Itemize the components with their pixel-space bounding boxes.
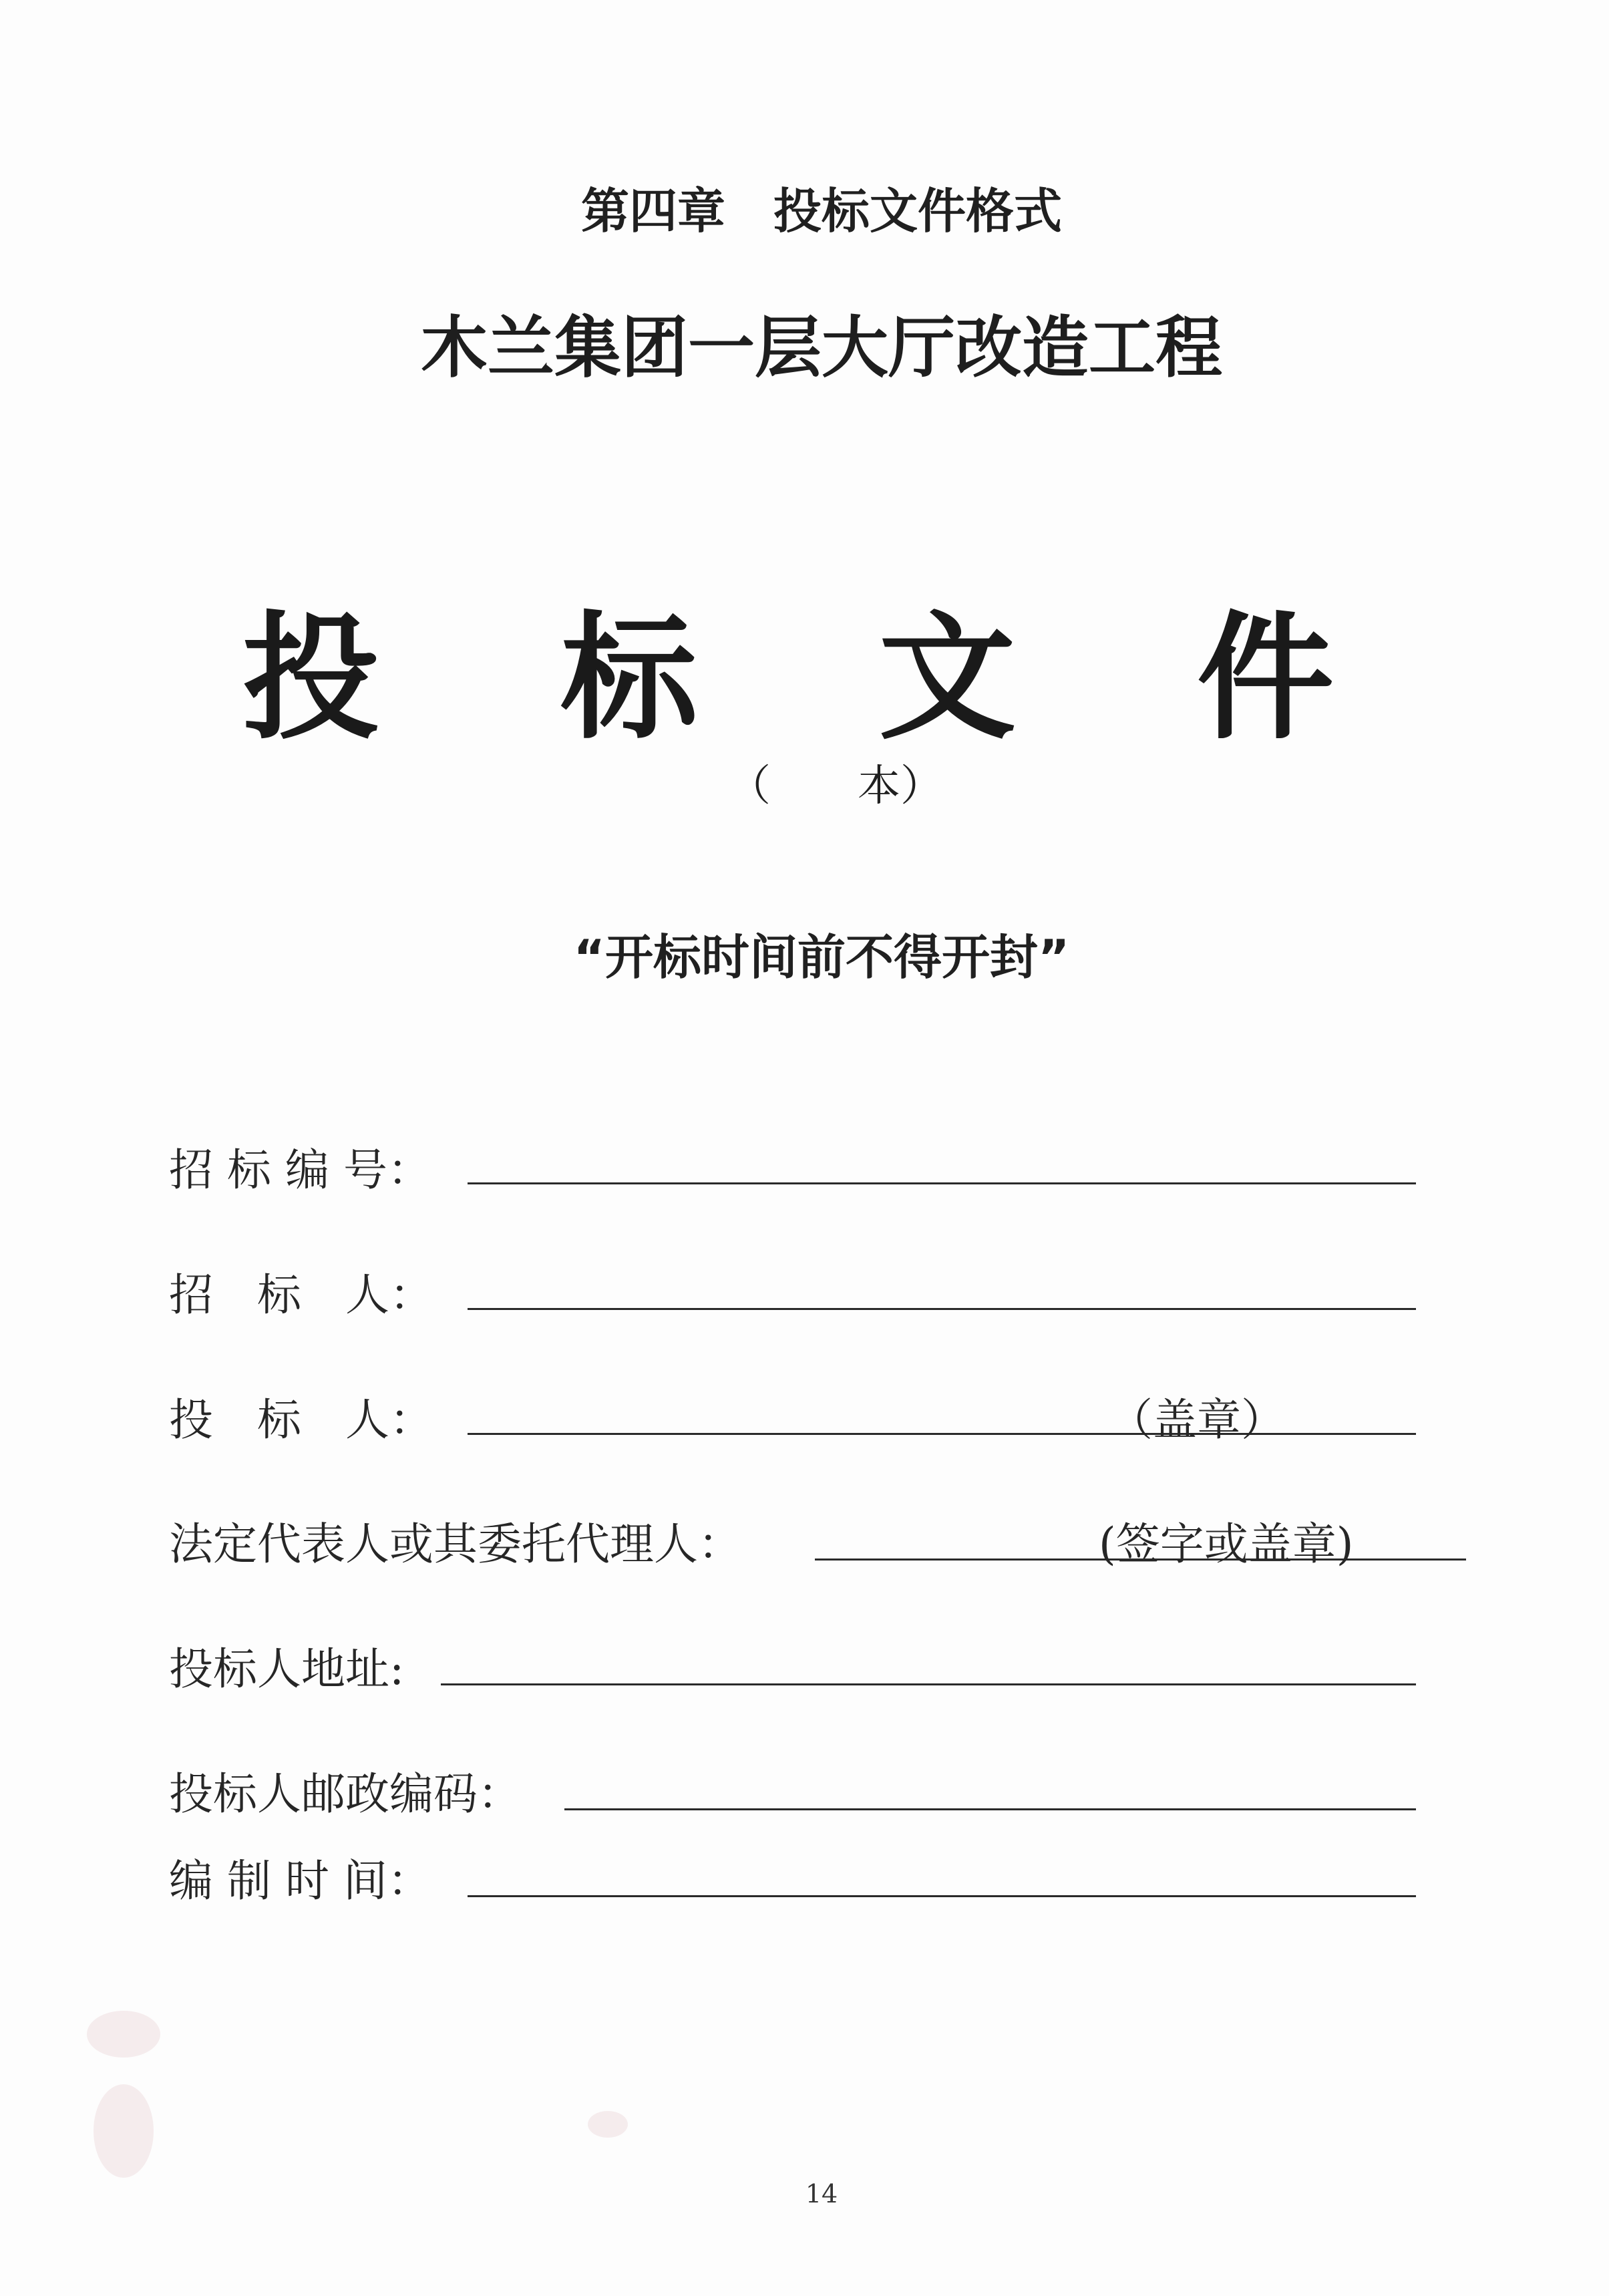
chapter-heading: 第四章 投标文件格式 [580, 183, 1062, 239]
copy-label-open: （ [728, 762, 771, 811]
copy-label-close: 本） [858, 762, 943, 811]
bidder-seal-note: （盖章） [1109, 1394, 1285, 1446]
scan-smudge [87, 2011, 160, 2058]
postal-code-line [564, 1808, 1416, 1810]
page-number: 14 [805, 2179, 838, 2208]
scan-smudge [94, 2084, 154, 2178]
legal-representative-sign-note: (签字或盖章) [1099, 1518, 1354, 1570]
postal-code-label: 投标人邮政编码： [169, 1768, 522, 1820]
legal-representative-label: 法定代表人或其委托代理人： [169, 1518, 742, 1570]
bidder-label: 投 标 人： [169, 1394, 433, 1446]
bid-number-label: 招 标 编 号： [169, 1144, 431, 1196]
preparation-date-line [468, 1895, 1416, 1897]
seal-notice: “开标时间前不得开封” [573, 929, 1070, 985]
preparation-date-label: 编 制 时 间： [169, 1855, 431, 1907]
copy-count-label [728, 752, 943, 813]
project-name: 木兰集团一层大厅改造工程 [421, 309, 1222, 387]
bidder-address-line [441, 1683, 1416, 1685]
bid-number-line [468, 1182, 1416, 1184]
bidder-address-label: 投标人地址: [169, 1643, 405, 1695]
document-title: 投 标 文 件 [242, 599, 1401, 758]
tenderer-line [468, 1308, 1416, 1310]
scan-smudge [588, 2111, 628, 2138]
tenderer-label: 招 标 人： [169, 1269, 433, 1321]
